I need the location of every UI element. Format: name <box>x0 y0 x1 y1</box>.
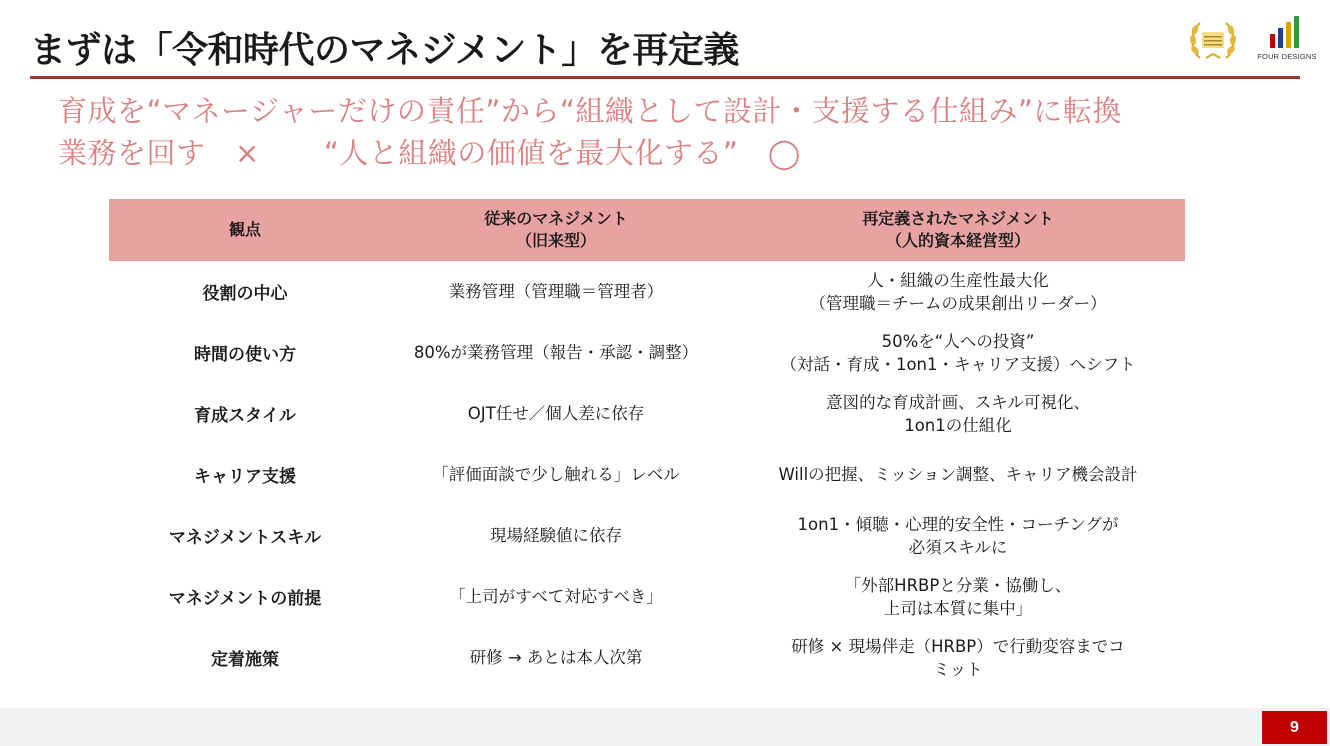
table-header-row <box>109 199 1185 261</box>
row-viewpoint: マネジメントの前提 <box>168 589 322 609</box>
subtitle-line-2 <box>58 131 801 172</box>
comparison-table <box>109 199 1185 688</box>
header-traditional: 従来のマネジメント （旧来型） <box>484 209 628 250</box>
table-row <box>109 566 1185 627</box>
table-row <box>109 383 1185 444</box>
table-row <box>109 444 1185 505</box>
subtitle-line-2-new: “人と組織の価値を最大化する” ◯ <box>323 136 801 170</box>
table-row <box>109 322 1185 383</box>
subtitle-line-1: 育成を“マネージャーだけの責任”から“組織として設計・支援する仕組み”に転換 <box>58 94 1122 128</box>
row-viewpoint: キャリア支援 <box>194 467 296 487</box>
row-redefined: 1on1・傾聴・心理的安全性・コーチングが 必須スキルに <box>797 514 1119 557</box>
row-viewpoint: 定着施策 <box>211 650 279 670</box>
row-traditional: 「上司がすべて対応すべき」 <box>449 587 663 606</box>
row-redefined: 50%を“人への投資” （対話・育成・1on1・キャリア支援）へシフト <box>780 331 1136 374</box>
table-row <box>109 261 1185 322</box>
row-viewpoint: マネジメントスキル <box>168 528 322 548</box>
logo-text: FOUR DESIGNS <box>1257 52 1317 61</box>
table-row <box>109 505 1185 566</box>
header-viewpoint: 観点 <box>228 220 261 239</box>
row-traditional: 現場経験値に依存 <box>490 526 622 545</box>
row-traditional: 「評価面談で少し触れる」レベル <box>432 465 680 484</box>
header-redefined: 再定義されたマネジメント （人的資本経営型） <box>862 209 1054 250</box>
row-traditional: 研修 → あとは本人次第 <box>469 648 643 667</box>
row-traditional: OJT任せ／個人差に依存 <box>467 404 645 423</box>
footer-bar <box>0 708 1330 746</box>
row-redefined: 人・組織の生産性最大化 （管理職＝チームの成果創出リーダー） <box>809 270 1107 313</box>
row-redefined: 意図的な育成計画、スキル可視化、 1on1の仕組化 <box>826 392 1090 435</box>
table-body <box>109 261 1185 688</box>
slide-title: まずは「令和時代のマネジメント」を再定義 <box>30 30 739 71</box>
row-traditional: 80%が業務管理（報告・承認・調整） <box>413 343 699 362</box>
row-redefined: 研修 × 現場伴走（HRBP）で行動変容までコ ミット <box>791 636 1125 679</box>
subtitle-line-2-old: 業務を回す × <box>58 136 260 170</box>
row-viewpoint: 時間の使い方 <box>194 345 296 365</box>
row-traditional: 業務管理（管理職＝管理者） <box>448 282 664 301</box>
row-redefined: 「外部HRBPと分業・協働し、 上司は本質に集中」 <box>844 575 1072 618</box>
title-divider <box>30 76 1300 79</box>
row-viewpoint: 育成スタイル <box>194 406 296 426</box>
four-designs-logo <box>1256 16 1318 66</box>
row-viewpoint: 役割の中心 <box>202 284 288 304</box>
award-badge-icon <box>1186 14 1240 68</box>
page-number: 9 <box>1262 711 1327 744</box>
table-row <box>109 627 1185 688</box>
row-redefined: Willの把握、ミッション調整、キャリア機会設計 <box>778 465 1138 484</box>
